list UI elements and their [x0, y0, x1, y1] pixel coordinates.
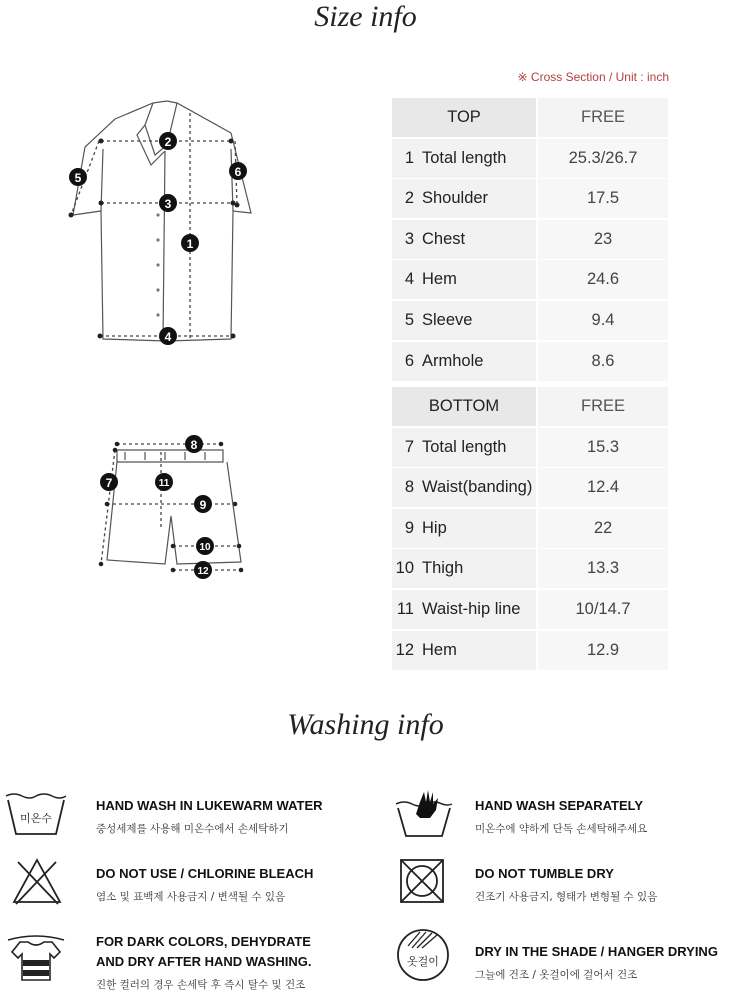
row-number: 7: [404, 437, 414, 456]
wash-instruction-en-line1: FOR DARK COLORS, DEHYDRATE: [96, 934, 311, 949]
shirt-marker-6: 6: [234, 165, 242, 179]
wash-instruction-ko: 그늘에 건조 / 옷걸이에 걸어서 건조: [475, 969, 638, 981]
shorts-marker-9: 9: [199, 498, 207, 512]
row-value: 13.3: [538, 549, 668, 588]
header-cell: FREE: [538, 387, 668, 426]
hand-wash-lukewarm-icon: [4, 790, 68, 838]
wash-instruction-ko: 미온수에 약하게 단독 손세탁해주세요: [475, 823, 648, 835]
shorts-diagram: [95, 430, 255, 580]
table-row: [392, 428, 668, 467]
wash-item-3: [96, 864, 313, 906]
row-label: Armhole: [422, 351, 484, 370]
wash-instruction-en: HAND WASH SEPARATELY: [475, 798, 644, 813]
top-size-table: [392, 98, 668, 382]
hand-wash-separately-icon: [394, 786, 454, 840]
shade-hanger-dry-icon: [394, 926, 452, 984]
row-number: 11: [396, 599, 414, 618]
shirt-marker-2: 2: [164, 135, 172, 149]
row-label: Waist(banding): [422, 478, 533, 497]
row-label: Hem: [422, 640, 457, 659]
table-row: [392, 342, 668, 381]
wash-item-6: [475, 942, 718, 984]
row-value: 22: [538, 509, 668, 548]
row-value: 12.9: [538, 631, 668, 670]
wash-instruction-en: HAND WASH IN LUKEWARM WATER: [96, 798, 323, 813]
row-label: Shoulder: [422, 189, 489, 208]
row-value: 15.3: [538, 428, 668, 467]
row-label: Total length: [422, 437, 507, 456]
washing-info-title: Washing info: [287, 708, 444, 741]
row-number: 6: [404, 351, 414, 370]
row-label: Hem: [422, 270, 457, 289]
row-label: Chest: [422, 229, 466, 248]
wash-item-2: [475, 796, 647, 838]
shorts-marker-8: 8: [190, 438, 198, 452]
header-cell: FREE: [538, 98, 668, 137]
row-label: Sleeve: [422, 310, 473, 329]
table-row: [392, 509, 668, 548]
no-bleach-icon: [10, 856, 64, 906]
shirt-marker-4: 4: [164, 330, 172, 344]
row-value: 17.5: [538, 179, 668, 218]
wash-instruction-en: DRY IN THE SHADE / HANGER DRYING: [475, 944, 718, 959]
wash-instruction-en: DO NOT TUMBLE DRY: [475, 866, 614, 881]
row-number: 12: [395, 640, 414, 659]
row-number: 10: [395, 559, 414, 578]
table-header-row: [392, 387, 668, 426]
no-tumble-dry-icon: [397, 856, 447, 906]
dehydrate-dry-icon: [6, 930, 66, 988]
wash-item-5: [96, 932, 311, 994]
shirt-diagram: [55, 95, 270, 355]
wash-instruction-ko: 염소 및 표백제 사용금지 / 변색될 수 있음: [96, 891, 286, 903]
wash-instruction-ko: 중성세제를 사용해 미온수에서 손세탁하기: [96, 823, 289, 835]
header-cell: TOP: [392, 98, 536, 137]
shirt-marker-5: 5: [74, 171, 82, 185]
svg-text:미온수: 미온수: [20, 812, 52, 825]
shorts-marker-11: 11: [158, 478, 170, 489]
row-number: 1: [404, 148, 414, 167]
table-row: [392, 590, 668, 629]
table-row: [392, 301, 668, 340]
table-row: [392, 179, 668, 218]
row-number: 2: [404, 189, 414, 208]
row-number: 9: [404, 518, 414, 537]
shirt-marker-1: 1: [186, 237, 194, 251]
table-row: [392, 468, 668, 507]
shorts-marker-7: 7: [105, 476, 113, 490]
row-value: 8.6: [538, 342, 668, 381]
wash-instruction-en-line2: AND DRY AFTER HAND WASHING.: [96, 954, 312, 969]
row-number: 8: [404, 478, 414, 497]
row-number: 4: [404, 270, 414, 289]
size-info-title: Size info: [314, 0, 417, 33]
row-value: 23: [538, 220, 668, 259]
shorts-marker-10: 10: [199, 542, 211, 553]
table-row: [392, 220, 668, 259]
svg-text:옷걸이: 옷걸이: [407, 955, 439, 968]
row-value: 24.6: [538, 260, 668, 299]
wash-instruction-ko: 진한 컬러의 경우 손세탁 후 즉시 탈수 및 건조: [96, 979, 306, 991]
table-row: [392, 139, 668, 178]
row-value: 10/14.7: [538, 590, 668, 629]
wash-instruction-ko: 건조기 사용금지, 형태가 변형될 수 있음: [475, 891, 658, 903]
row-label: Total length: [422, 148, 507, 167]
row-label: Hip: [422, 518, 447, 537]
table-row: [392, 631, 668, 670]
table-header-row: [392, 98, 668, 137]
header-cell: BOTTOM: [392, 387, 536, 426]
row-label: Waist-hip line: [422, 599, 521, 618]
row-number: 3: [404, 229, 414, 248]
wash-instruction-en: DO NOT USE / CHLORINE BLEACH: [96, 866, 314, 881]
shirt-marker-3: 3: [164, 197, 172, 211]
wash-item-4: [475, 864, 657, 906]
unit-note: ※ Cross Section / Unit : inch: [517, 70, 669, 84]
row-label: Thigh: [422, 559, 464, 578]
shorts-marker-12: 12: [197, 566, 209, 577]
row-value: 12.4: [538, 468, 668, 507]
table-row: [392, 549, 668, 588]
bottom-size-table: [392, 387, 668, 671]
row-value: 25.3/26.7: [538, 139, 668, 178]
wash-item-1: [96, 796, 323, 838]
row-value: 9.4: [538, 301, 668, 340]
row-number: 5: [404, 310, 414, 329]
table-row: [392, 260, 668, 299]
